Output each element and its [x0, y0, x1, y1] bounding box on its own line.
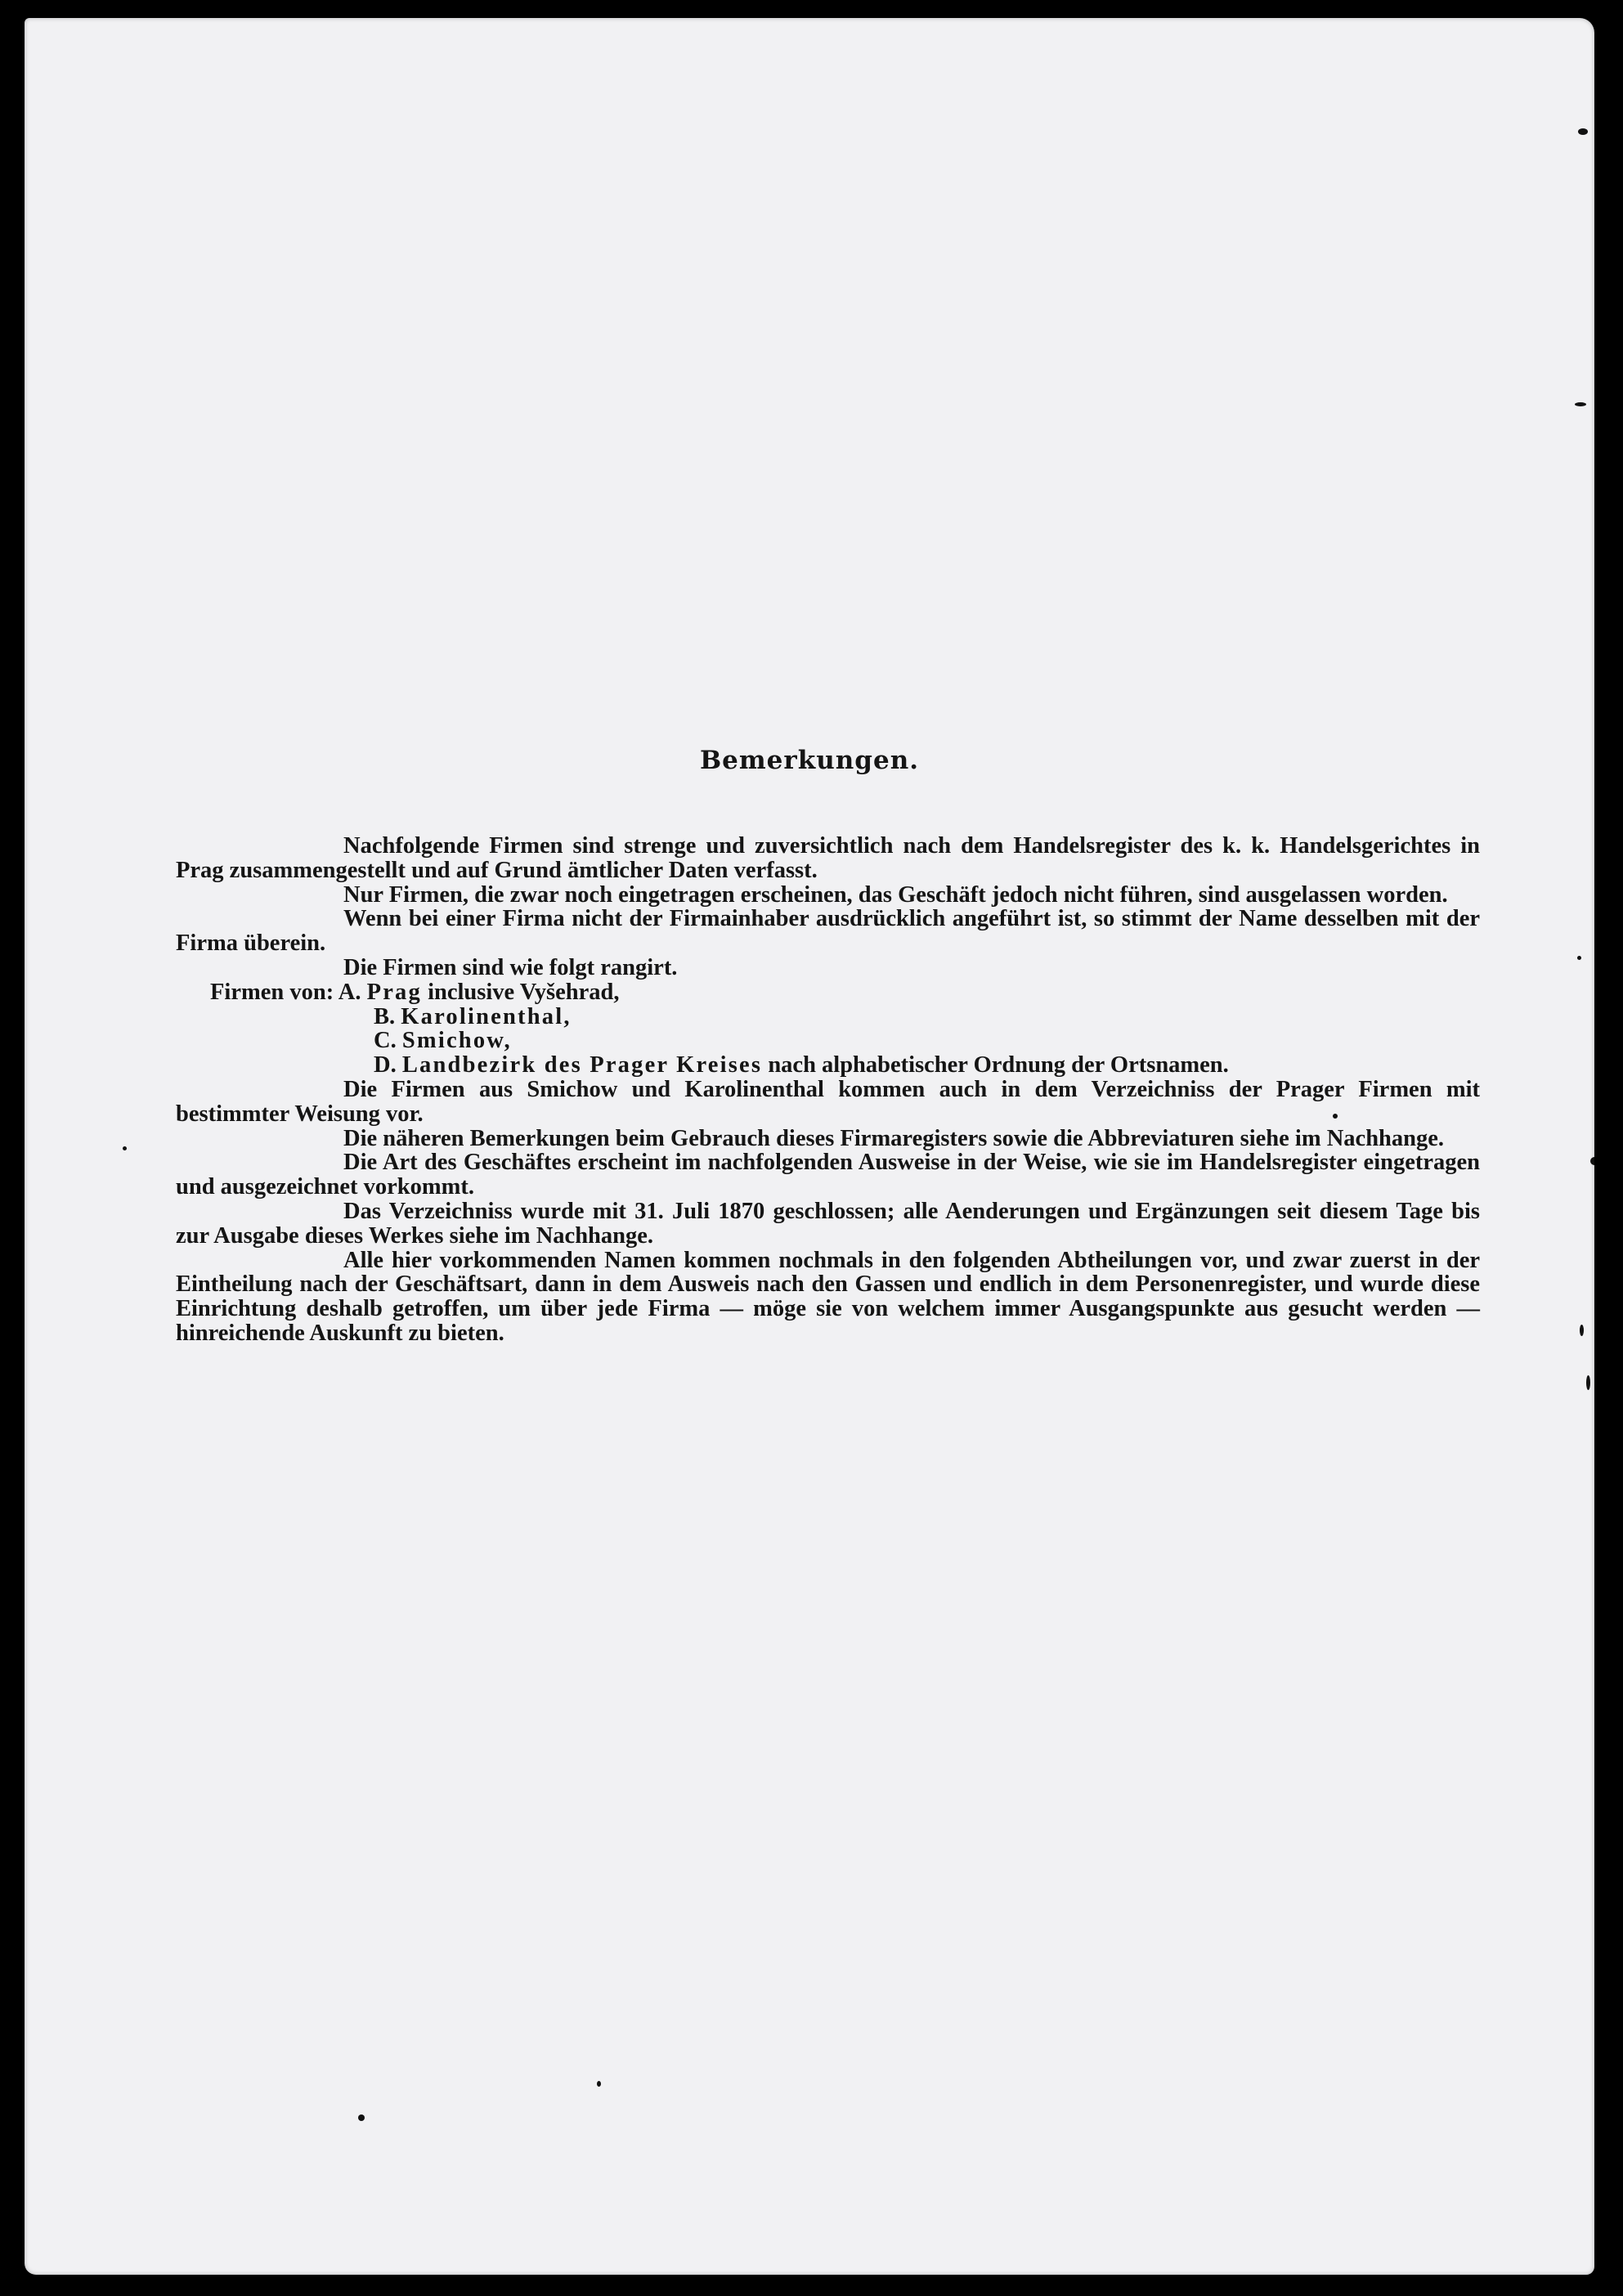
list-name: Landbezirk des Prager Kreises: [401, 1052, 763, 1078]
list-rest: inclusive Vyšehrad,: [421, 979, 620, 1005]
list-lead: Firmen von:: [210, 979, 334, 1005]
scan-speck: [1586, 1375, 1590, 1390]
list-name: Prag: [366, 979, 422, 1005]
scan-speck: [597, 2081, 601, 2087]
remarks-body: [176, 834, 1480, 1346]
document-page: [25, 18, 1594, 2275]
paragraph: Die näheren Bemerkungen beim Gebrauch dieses Firmaregisters sowie die Abbreviaturen siehe im Nachhange.: [343, 1125, 1445, 1151]
page-heading: Bemerkungen.: [699, 746, 920, 775]
scan-speck: [1333, 1114, 1338, 1119]
list-item: [176, 1053, 1480, 1078]
paragraph: Die Firmen sind wie folgt rangirt.: [343, 954, 678, 980]
list-name: Smichow,: [401, 1028, 512, 1054]
paragraph: Die Firmen aus Smichow und Karolinenthal kommen auch in dem Verzeichniss der Prager Firmen mit bestimmter Weisung vor.: [176, 1076, 1480, 1127]
list-rest: nach alphabetischer Ordnung der Ortsnamen.: [762, 1052, 1229, 1078]
scan-speck: [1580, 1325, 1584, 1336]
list-letter: D.: [374, 1052, 397, 1078]
list-letter: A.: [338, 979, 361, 1005]
scan-speck: [1578, 128, 1588, 135]
list-letter: B.: [374, 1003, 396, 1029]
paragraph: Nachfolgende Firmen sind strenge und zuversichtlich nach dem Handelsregister des k. k. Handelsgerichtes in Prag zusammengestellt und auf Grund ämtlicher Daten verfasst.: [176, 833, 1480, 883]
scan-speck: [1577, 956, 1581, 960]
list-item: [176, 980, 1480, 1005]
paragraph: Wenn bei einer Firma nicht der Firmainhaber ausdrücklich angeführt ist, so stimmt der Name desselben mit der Firma überein.: [176, 906, 1480, 957]
paragraph: Alle hier vorkommenden Namen kommen nochmals in den folgenden Abtheilungen vor, und zwar zuerst in der Eintheilung nach der Geschäftsart, dann in dem Ausweis nach den Gassen und endlich in dem Personenregister, und wurde diese Einrichtung deshalb getroffen, um über jede Firma — möge sie von welchem immer Ausgangspunkte aus gesucht werden — hinreichende Auskunft zu bieten.: [176, 1247, 1480, 1346]
scan-speck: [358, 2114, 365, 2121]
scan-speck: [1590, 1157, 1594, 1165]
list-item: [176, 1005, 1480, 1029]
list-item: [176, 1029, 1480, 1053]
scan-speck: [1575, 402, 1586, 406]
list-letter: C.: [374, 1028, 397, 1054]
scan-speck: [123, 1146, 127, 1150]
paragraph: Die Art des Geschäftes erscheint im nachfolgenden Ausweise in der Weise, wie sie im Handelsregister eingetragen und ausgezeichnet vorkommt.: [176, 1150, 1480, 1200]
paragraph: Das Verzeichniss wurde mit 31. Juli 1870 geschlossen; alle Aenderungen und Ergänzungen seit diesem Tage bis zur Ausgabe dieses Werkes siehe im Nachhange.: [176, 1198, 1480, 1249]
list-name: Karolinenthal,: [401, 1003, 572, 1029]
paragraph: Nur Firmen, die zwar noch eingetragen erscheinen, das Geschäft jedoch nicht führen, sind ausgelassen worden.: [343, 881, 1448, 908]
